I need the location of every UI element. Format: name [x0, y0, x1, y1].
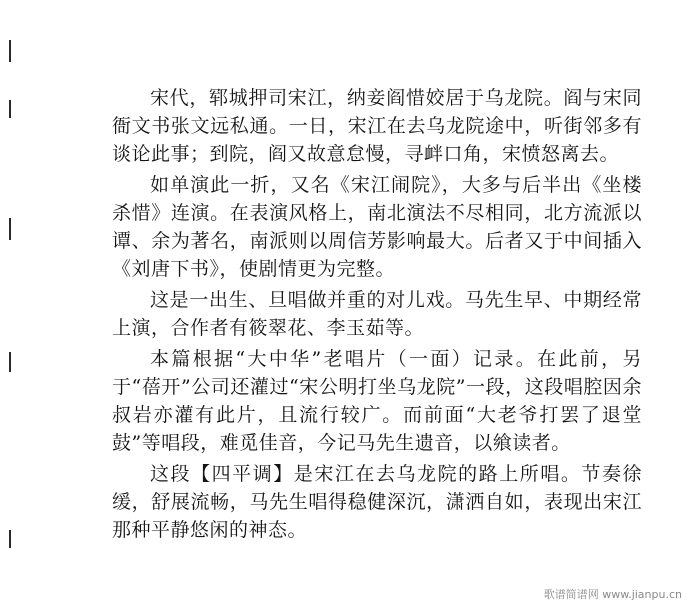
paragraph-3: 这是一出生、旦唱做并重的对儿戏。马先生早、中期经常上演，合作者有筱翠花、李玉茹等。 [112, 289, 642, 339]
paragraph-4: 本篇根据“大中华”老唱片（一面）记录。在此前，另于“蓓开”公司还灌过“宋公明打坐乌龙院”一段，这段唱腔因余叔岩亦灌有此片，且流行较广。而前面“大老爷打罢了退堂鼓”等唱段，难觅佳音，今记马先生遗音，以飨读者。 [112, 348, 642, 454]
paragraph-1: 宋代，郓城押司宋江，纳妾阎惜姣居于乌龙院。阎与宋同衙文书张文远私通。一日，宋江在去乌龙院途中，听街邻多有谈论此事；到院，阎又故意怠慢，寻衅口角，宋愤怒离去。 [112, 87, 642, 165]
margin-mark [9, 218, 11, 240]
margin-mark [9, 530, 11, 548]
paragraph-2: 如单演此一折，又名《宋江闹院》，大多与后半出《坐楼杀惜》连演。在表演风格上，南北演法不尽相同，北方流派以谭、余为著名，南派则以周信芳影响最大。后者又于中间插入《刘唐下书》，使剧情更为完整。 [112, 174, 642, 280]
paragraph-5: 这段【四平调】是宋江在去乌龙院的路上所唱。节奏徐缓，舒展流畅，马先生唱得稳健深沉，潇洒自如，表现出宋江那种平静悠闲的神态。 [112, 463, 642, 541]
margin-mark [9, 40, 11, 62]
margin-mark [9, 352, 11, 372]
margin-mark [9, 100, 11, 118]
site-watermark: 歌谱简谱网 www.jianpu.cn [543, 588, 682, 601]
body-text [112, 84, 642, 547]
